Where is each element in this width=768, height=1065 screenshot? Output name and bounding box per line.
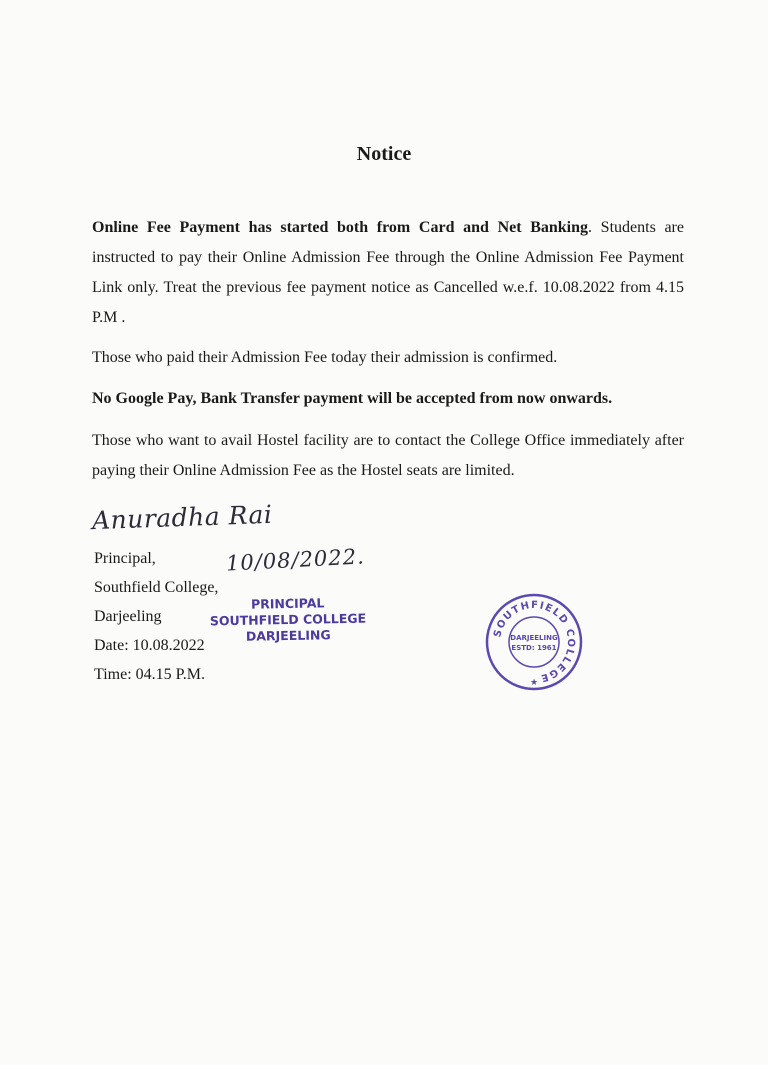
paragraph-fee-payment bbox=[92, 213, 684, 333]
principal-signature: Anuradha Rai bbox=[91, 499, 273, 536]
seal-center-estd: ESTD: 1961 bbox=[511, 644, 557, 652]
paragraph-fee-payment-body: . Students are instructed to pay their Online Admission Fee through the Online Admission Fee Payment Link only. Treat the previous fee payment notice as Cancelled w.e.f. 10.08.2022 from 4.15 P.M . bbox=[92, 219, 684, 326]
paragraph-admission-confirmed: Those who paid their Admission Fee today their admission is confirmed. bbox=[92, 349, 558, 366]
stamp-line-principal: PRINCIPAL bbox=[250, 595, 325, 612]
signatory-block bbox=[94, 544, 218, 689]
principal-stamp bbox=[202, 595, 375, 646]
paragraph-hostel: Those who want to avail Hostel facility are to contact the College Office immediately after paying their Online Admission Fee as the Hostel seats are limited. bbox=[92, 432, 684, 479]
college-seal-icon bbox=[484, 592, 584, 692]
signatory-date: Date: 10.08.2022 bbox=[94, 637, 205, 654]
notice-title: Notice bbox=[356, 143, 412, 165]
seal-ring-text: SOUTHFIELD COLLEGE bbox=[492, 599, 577, 684]
stamp-line-place: DARJEELING bbox=[245, 627, 331, 644]
seal-star-icon: ★ bbox=[529, 678, 539, 688]
seal-center-place: DARJEELING bbox=[510, 634, 558, 642]
paragraph-no-google-pay: No Google Pay, Bank Transfer payment will be accepted from now onwards. bbox=[92, 390, 613, 407]
stamp-line-college: SOUTHFIELD COLLEGE bbox=[209, 610, 367, 629]
paragraph-fee-payment-lead: Online Fee Payment has started both from Card and Net Banking bbox=[92, 219, 589, 236]
signatory-time: Time: 04.15 P.M. bbox=[94, 666, 205, 683]
signatory-place: Darjeeling bbox=[94, 608, 162, 625]
signatory-college: Southfield College, bbox=[94, 579, 219, 596]
handwritten-date: 10/08/2022. bbox=[225, 544, 366, 576]
signatory-title: Principal, bbox=[94, 550, 156, 567]
